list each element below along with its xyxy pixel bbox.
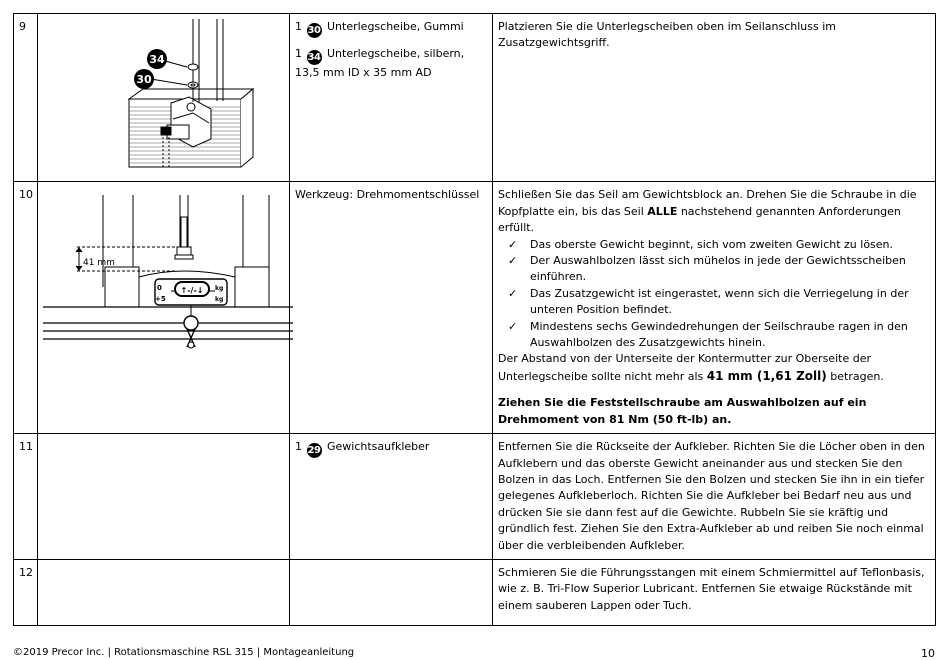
part-description: Unterlegscheibe, Gummi	[327, 20, 464, 33]
step-tools: Werkzeug: Drehmomentschlüssel	[290, 182, 493, 434]
callout-30	[134, 69, 154, 89]
step-9-figure-cell	[38, 14, 290, 182]
part-description: Unterlegscheibe, silbern, 13,5 mm ID x 35 mm AD	[295, 47, 465, 79]
step-instruction: Entfernen Sie die Rückseite der Aufkleber. Richten Sie die Löcher oben in den Aufklebern und das oberste Gewicht aneinander aus und stecken Sie den Bolzen in das Loch. Entfernen Sie den Bolzen und stecken Sie ihn in ein tiefer gelegenes Aufkleberloch. Richten Sie die Aufkleber bei Bedarf neu aus und drücken Sie sie dann fest auf die Gewichte. Rubbeln Sie sie kräftig und gründlich fest. Ziehen Sie den Extra-Aufkleber ab und reiben Sie noch einmal über die verbleibenden Aufkleber.	[493, 434, 936, 560]
step-parts	[290, 14, 493, 182]
page-number: 10	[921, 647, 935, 660]
list-item: ✓ Das oberste Gewicht beginnt, sich vom zweiten Gewicht zu lösen.	[508, 237, 930, 253]
part-qty: 1	[295, 20, 302, 33]
distance-note: Der Abstand von der Unterseite der Kontermutter zur Oberseite der Unterlegscheibe sollte nicht mehr als 41 mm (1,61 Zoll) betragen.	[498, 352, 884, 383]
step-instruction: Platzieren Sie die Unterlegscheiben oben im Seilanschluss im Zusatzgewichtsgriff.	[493, 14, 936, 182]
part-item	[295, 19, 487, 38]
dimension-label: 41 mm	[83, 258, 115, 269]
check-icon: ✓	[508, 286, 518, 300]
step-number: 9	[14, 14, 38, 182]
check-icon: ✓	[508, 319, 518, 333]
mark-left-bottom: +5	[155, 295, 166, 304]
part-badge: 34	[307, 52, 321, 63]
part-badge: 30	[307, 25, 321, 36]
step-parts	[290, 559, 493, 625]
list-item: ✓ Der Auswahlbolzen lässt sich mühelos in jede der Gewichtsscheiben einführen.	[508, 254, 906, 284]
check-icon: ✓	[508, 237, 518, 251]
mark-right-top: kg	[215, 285, 224, 293]
step-10-figure-cell	[38, 182, 290, 434]
washer-placement-illustration	[43, 19, 293, 171]
emphasis-all: ALLE	[647, 204, 678, 218]
mark-right-bottom: kg	[215, 296, 224, 304]
step-instruction	[493, 182, 936, 434]
svg-text:30: 30	[136, 73, 152, 86]
part-item	[295, 439, 487, 458]
list-item: ✓ Mindestens sechs Gewindedrehungen der Seilschraube ragen in den Auswahlbolzen des Zusatzgewichts hinein.	[508, 319, 908, 350]
part-description: Gewichtsaufkleber	[327, 440, 430, 454]
step-number: 11	[14, 434, 38, 560]
part-badge: 29	[307, 445, 321, 457]
part-qty: 1	[295, 440, 302, 454]
step-instruction: Schmieren Sie die Führungsstangen mit einem Schmiermittel auf Teflonbasis, wie z. B. Tri-Flow Superior Lubricant. Entfernen Sie etwaige Rückstände mit einem sauberen Lappen oder Tuch.	[493, 559, 936, 625]
torque-note: Ziehen Sie die Feststellschraube am Auswahlbolzen auf ein Drehmoment von 81 Nm (50 ft-lb) an.	[498, 396, 867, 426]
check-icon: ✓	[508, 254, 518, 268]
step-row-10	[14, 182, 936, 434]
list-item: ✓ Das Zusatzgewicht ist eingerastet, wenn sich die Verriegelung in der unteren Position befindet.	[508, 286, 909, 317]
instruction-intro: Schließen Sie das Seil am Gewichtsblock an. Drehen Sie die Schraube in die Kopfplatte ein, bis das Seil ALLE nachstehend genannten Anforderungen erfüllt.	[498, 188, 917, 235]
step-number: 12	[14, 559, 38, 625]
distance-value: 41 mm (1,61 Zoll)	[706, 368, 827, 383]
footer-copyright: ©2019 Precor Inc. | Rotationsmaschine RSL 315 | Montageanleitung	[13, 647, 355, 658]
knob-label: ↑-/-↓	[180, 286, 204, 296]
step-parts	[290, 434, 493, 560]
step-number: 10	[14, 182, 38, 434]
step-12-figure-cell	[38, 559, 290, 625]
assembly-steps-table	[13, 13, 936, 626]
step-row-9	[14, 14, 936, 182]
step-11-figure-cell	[38, 434, 290, 560]
callout-34	[147, 49, 167, 69]
cable-tension-illustration	[43, 187, 293, 408]
requirements-list	[498, 237, 930, 352]
mark-left-top: 0	[157, 284, 162, 293]
step-row-11	[14, 434, 936, 560]
part-item	[295, 46, 487, 81]
part-qty: 1	[295, 47, 302, 60]
step-row-12	[14, 559, 936, 625]
svg-text:34: 34	[149, 53, 165, 66]
